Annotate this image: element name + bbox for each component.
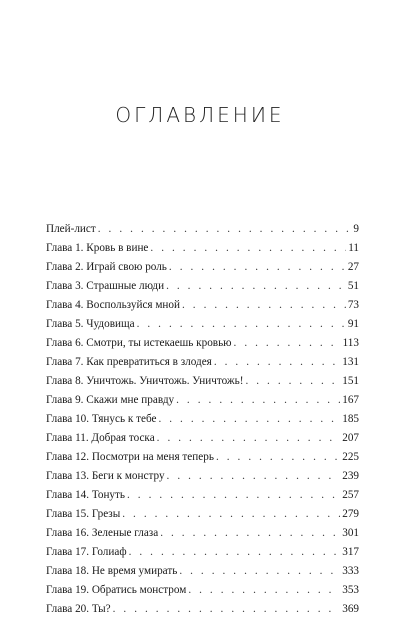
toc-entry-title: Плей-лист [46, 223, 96, 235]
toc-entry-page: 353 [342, 584, 359, 596]
toc-entry-title: Глава 9. Скажи мне правду [46, 394, 175, 406]
toc-entry-title: Глава 16. Зеленые глаза [46, 527, 159, 539]
toc-entry-title: Глава 8. Уничтожь. Уничтожь. Уничтожь! [46, 375, 244, 387]
dot-leader [234, 334, 341, 353]
dot-leader [127, 486, 340, 505]
toc-entry[interactable] [46, 410, 359, 429]
toc-entry[interactable] [46, 505, 359, 524]
toc-entry-page: 73 [347, 299, 359, 311]
dot-leader [157, 429, 341, 448]
toc-entry-page: 301 [342, 527, 359, 539]
toc-entry-title: Глава 2. Играй свою роль [46, 261, 167, 273]
toc-entry-page: 369 [342, 603, 359, 615]
dot-leader [122, 505, 340, 524]
dot-leader [214, 353, 340, 372]
dot-leader [158, 410, 340, 429]
toc-entry[interactable] [46, 277, 359, 296]
toc-entry-page: 27 [347, 261, 359, 273]
toc-entry-page: 279 [342, 508, 359, 520]
dot-leader [166, 277, 346, 296]
page-title: ОГЛАВЛЕНИЕ [115, 103, 285, 127]
toc-entry[interactable] [46, 239, 359, 258]
toc-entry-page: 51 [347, 280, 359, 292]
toc-entry[interactable] [46, 467, 359, 486]
toc-entry[interactable] [46, 334, 359, 353]
toc-entry[interactable] [46, 486, 359, 505]
toc-entry-page: 9 [353, 223, 359, 235]
toc-entry[interactable] [46, 353, 359, 372]
toc-entry[interactable] [46, 562, 359, 581]
toc-entry-title: Глава 10. Тянусь к тебе [46, 413, 157, 425]
toc-entry-title: Глава 14. Тонуть [46, 489, 126, 501]
toc-entry-title: Глава 11. Добрая тоска [46, 432, 155, 444]
toc-entry[interactable] [46, 429, 359, 448]
toc-entry-page: 333 [342, 565, 359, 577]
toc-entry-page: 185 [342, 413, 359, 425]
toc-entry-title: Глава 7. Как превратиться в злодея [46, 356, 212, 368]
toc-entry-page: 113 [342, 337, 359, 349]
toc-entry[interactable] [46, 296, 359, 315]
dot-leader [176, 391, 340, 410]
dot-leader [167, 467, 341, 486]
toc-entry[interactable] [46, 524, 359, 543]
toc-entry-title: Глава 13. Беги к монстру [46, 470, 165, 482]
toc-entry-title: Глава 5. Чудовища [46, 318, 135, 330]
toc-entry-page: 91 [347, 318, 359, 330]
dot-leader [150, 239, 346, 258]
toc-entry-title: Глава 1. Кровь в вине [46, 242, 149, 254]
toc-entry-page: 11 [348, 242, 359, 254]
dot-leader [160, 524, 340, 543]
dot-leader [169, 258, 346, 277]
toc-entry[interactable] [46, 581, 359, 600]
toc-entry[interactable] [46, 315, 359, 334]
dot-leader [216, 448, 340, 467]
toc-entry[interactable] [46, 372, 359, 391]
toc-entry[interactable] [46, 220, 359, 239]
toc-entry-title: Глава 3. Страшные люди [46, 280, 165, 292]
toc-entry[interactable] [46, 600, 359, 619]
dot-leader [182, 296, 346, 315]
toc-entry-page: 151 [342, 375, 359, 387]
dot-leader [179, 562, 340, 581]
dot-leader [129, 543, 341, 562]
toc-entry-title: Глава 4. Воспользуйся мной [46, 299, 180, 311]
dot-leader [98, 220, 352, 239]
dot-leader [137, 315, 346, 334]
toc-entry[interactable] [46, 448, 359, 467]
table-of-contents [46, 220, 359, 619]
toc-entry-page: 257 [342, 489, 359, 501]
toc-entry-page: 167 [342, 394, 359, 406]
toc-entry[interactable] [46, 258, 359, 277]
toc-entry-page: 131 [342, 356, 359, 368]
toc-entry-title: Глава 20. Ты? [46, 603, 111, 615]
toc-entry[interactable] [46, 543, 359, 562]
toc-entry-title: Глава 12. Посмотри на меня теперь [46, 451, 214, 463]
toc-entry-title: Глава 19. Обратись монстром [46, 584, 187, 596]
toc-entry-title: Глава 15. Грезы [46, 508, 121, 520]
toc-entry-title: Глава 18. Не время умирать [46, 565, 178, 577]
dot-leader [113, 600, 341, 619]
toc-entry-page: 317 [342, 546, 359, 558]
toc-entry-page: 207 [342, 432, 359, 444]
toc-entry-title: Глава 6. Смотри, ты истекаешь кровью [46, 337, 232, 349]
dot-leader [245, 372, 340, 391]
toc-entry-title: Глава 17. Голиаф [46, 546, 127, 558]
toc-entry[interactable] [46, 391, 359, 410]
toc-entry-page: 225 [342, 451, 359, 463]
dot-leader [188, 581, 340, 600]
toc-entry-page: 239 [342, 470, 359, 482]
